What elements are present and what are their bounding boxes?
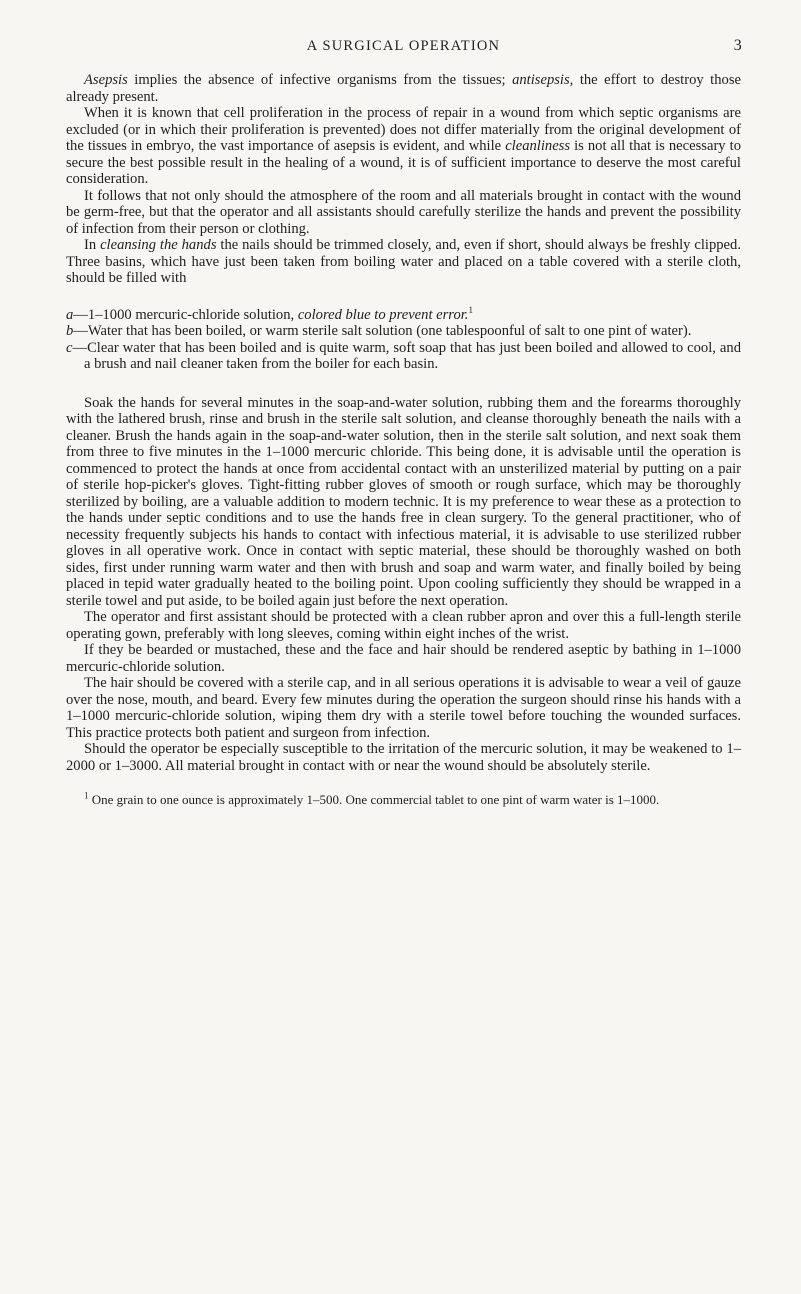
running-head xyxy=(66,38,741,62)
page-number: 3 xyxy=(733,37,743,54)
paragraph-bearded: If they be bearded or mustached, these and the face and hair should be rendered aseptic by bathing in 1–1000 mercuric-chloride solution. xyxy=(66,642,741,675)
footnote-ref[interactable]: 1 xyxy=(468,304,473,315)
warning-text: colored blue to prevent error. xyxy=(297,306,469,323)
text-run: —Water that has been boiled, or warm sterile salt solution (one tablespoonful of salt to one pint of water). xyxy=(73,323,692,339)
term-cleansing-the-hands: cleansing the hands xyxy=(100,237,217,253)
text-run: When it is known that cell proliferation in the process of repair in a wound from which septic organisms are excluded (or in which their proliferation is prevented) does not differ materially from the original development of the tissues in embryo, the vast importance of asepsis is evident, and while xyxy=(66,105,741,154)
text-run: In xyxy=(84,237,101,253)
text-run: implies the absence of infective organisms from the tissues; xyxy=(127,72,513,88)
main-text xyxy=(66,72,741,807)
paragraph-rubber-apron: The operator and first assistant should be protected with a clean rubber apron and over this a full-length sterile operating gown, preferably with long sleeves, coming within eight inches of the wrist. xyxy=(66,609,741,642)
text-run: —1–1000 mercuric-chloride solution, xyxy=(73,306,298,323)
footnote-text xyxy=(66,792,741,807)
paragraph-sterile-cap: The hair should be covered with a sterile cap, and in all serious operations it is advisable to wear a veil of gauze over the nose, mouth, and beard. Every few minutes during the operation the surgeon should rinse his hands with a 1–1000 mercuric-chloride solution, wiping them dry with a sterile towel before touching the wounded surfaces. This practice protects both patient and surgeon from infection. xyxy=(66,675,741,741)
paragraph-soak-hands: Soak the hands for several minutes in the soap-and-water solution, rubbing them and the forearms thoroughly with the lathered brush, rinse and brush in the sterile salt solution, and cleanse thoroughly beneath the nails with a cleaner. Brush the hands again in the soap-and-water solution, then in the sterile salt solution, and next soak them from three to five minutes in the 1–1000 mercuric chloride. This being done, it is advisable until the operation is commenced to protect the hands at once from accidental contact with an unsterilized material by putting on a pair of sterile hop-picker's gloves. Tight-fitting rubber gloves of smooth or rough surface, which may be thoroughly sterilized by boiling, are a valuable addition to modern technic. It is my preference to wear these as a protection to the hands under septic conditions and to use the hands free in clean surgery. To the general practitioner, who of necessity frequently subjects his hands to contact with infectious material, it is advisable to use sterilized rubber gloves in all operative work. Once in contact with septic material, these should be thoroughly washed on both sides, first under running warm water and then with brush and soap and warm water, and finally boiled by being placed in tepid water gradually heated to the boiling point. Upon cooling sufficiently they should be wrapped in a sterile towel and put aside, to be boiled again just before the next operation. xyxy=(66,394,741,609)
paragraph-cell-proliferation xyxy=(66,105,741,188)
list-item-c xyxy=(66,340,741,373)
item-label-b: b xyxy=(66,323,74,339)
item-label-c: c xyxy=(66,339,73,356)
list-item-b xyxy=(66,323,741,340)
paragraph-germ-free: It follows that not only should the atmosphere of the room and all materials brought in contact with the wound be germ-free, but that the operator and all assistants should carefully sterilize the hands and prevent the possibility of infection from their person or clothing. xyxy=(66,187,741,237)
basin-list xyxy=(66,304,741,373)
paragraph-cleansing-hands xyxy=(66,237,741,287)
footnote xyxy=(66,792,741,807)
paragraph-susceptible: Should the operator be especially susceptible to the irritation of the mercuric solution, it may be weakened to 1–2000 or 1–3000. All material brought in contact with or near the wound should be absolutely sterile. xyxy=(66,741,741,774)
running-title: A SURGICAL OPERATION xyxy=(306,38,501,54)
text-run: —Clear water that has been boiled and is quite warm, soft soap that has just been boiled and allowed to cool, and a brush and nail cleaner taken from the boiler for each basin. xyxy=(72,339,741,372)
term-cleanliness: cleanliness xyxy=(505,138,571,154)
text-run: One grain to one ounce is approximately 1–500. One commercial tablet to one pint of warm water is 1–1000. xyxy=(88,792,660,807)
term-asepsis: Asepsis xyxy=(84,72,128,88)
footnote-marker: 1 xyxy=(84,790,89,801)
text-run: is not all that is necessary to secure the best possible result in the healing of a wound, it is of sufficient importance to deserve the most careful consideration. xyxy=(66,138,741,187)
item-label-a: a xyxy=(66,306,74,323)
term-antisepsis: antisepsis, xyxy=(512,72,574,88)
text-run: the nails should be trimmed closely, and, even if short, should always be freshly clipped. Three basins, which have just been taken from boiling water and placed on a table covered with a sterile cloth, should be filled with xyxy=(66,237,741,286)
text-run: the effort to destroy those already present. xyxy=(66,72,741,105)
list-item-a xyxy=(66,304,741,324)
paragraph-asepsis xyxy=(66,72,741,105)
